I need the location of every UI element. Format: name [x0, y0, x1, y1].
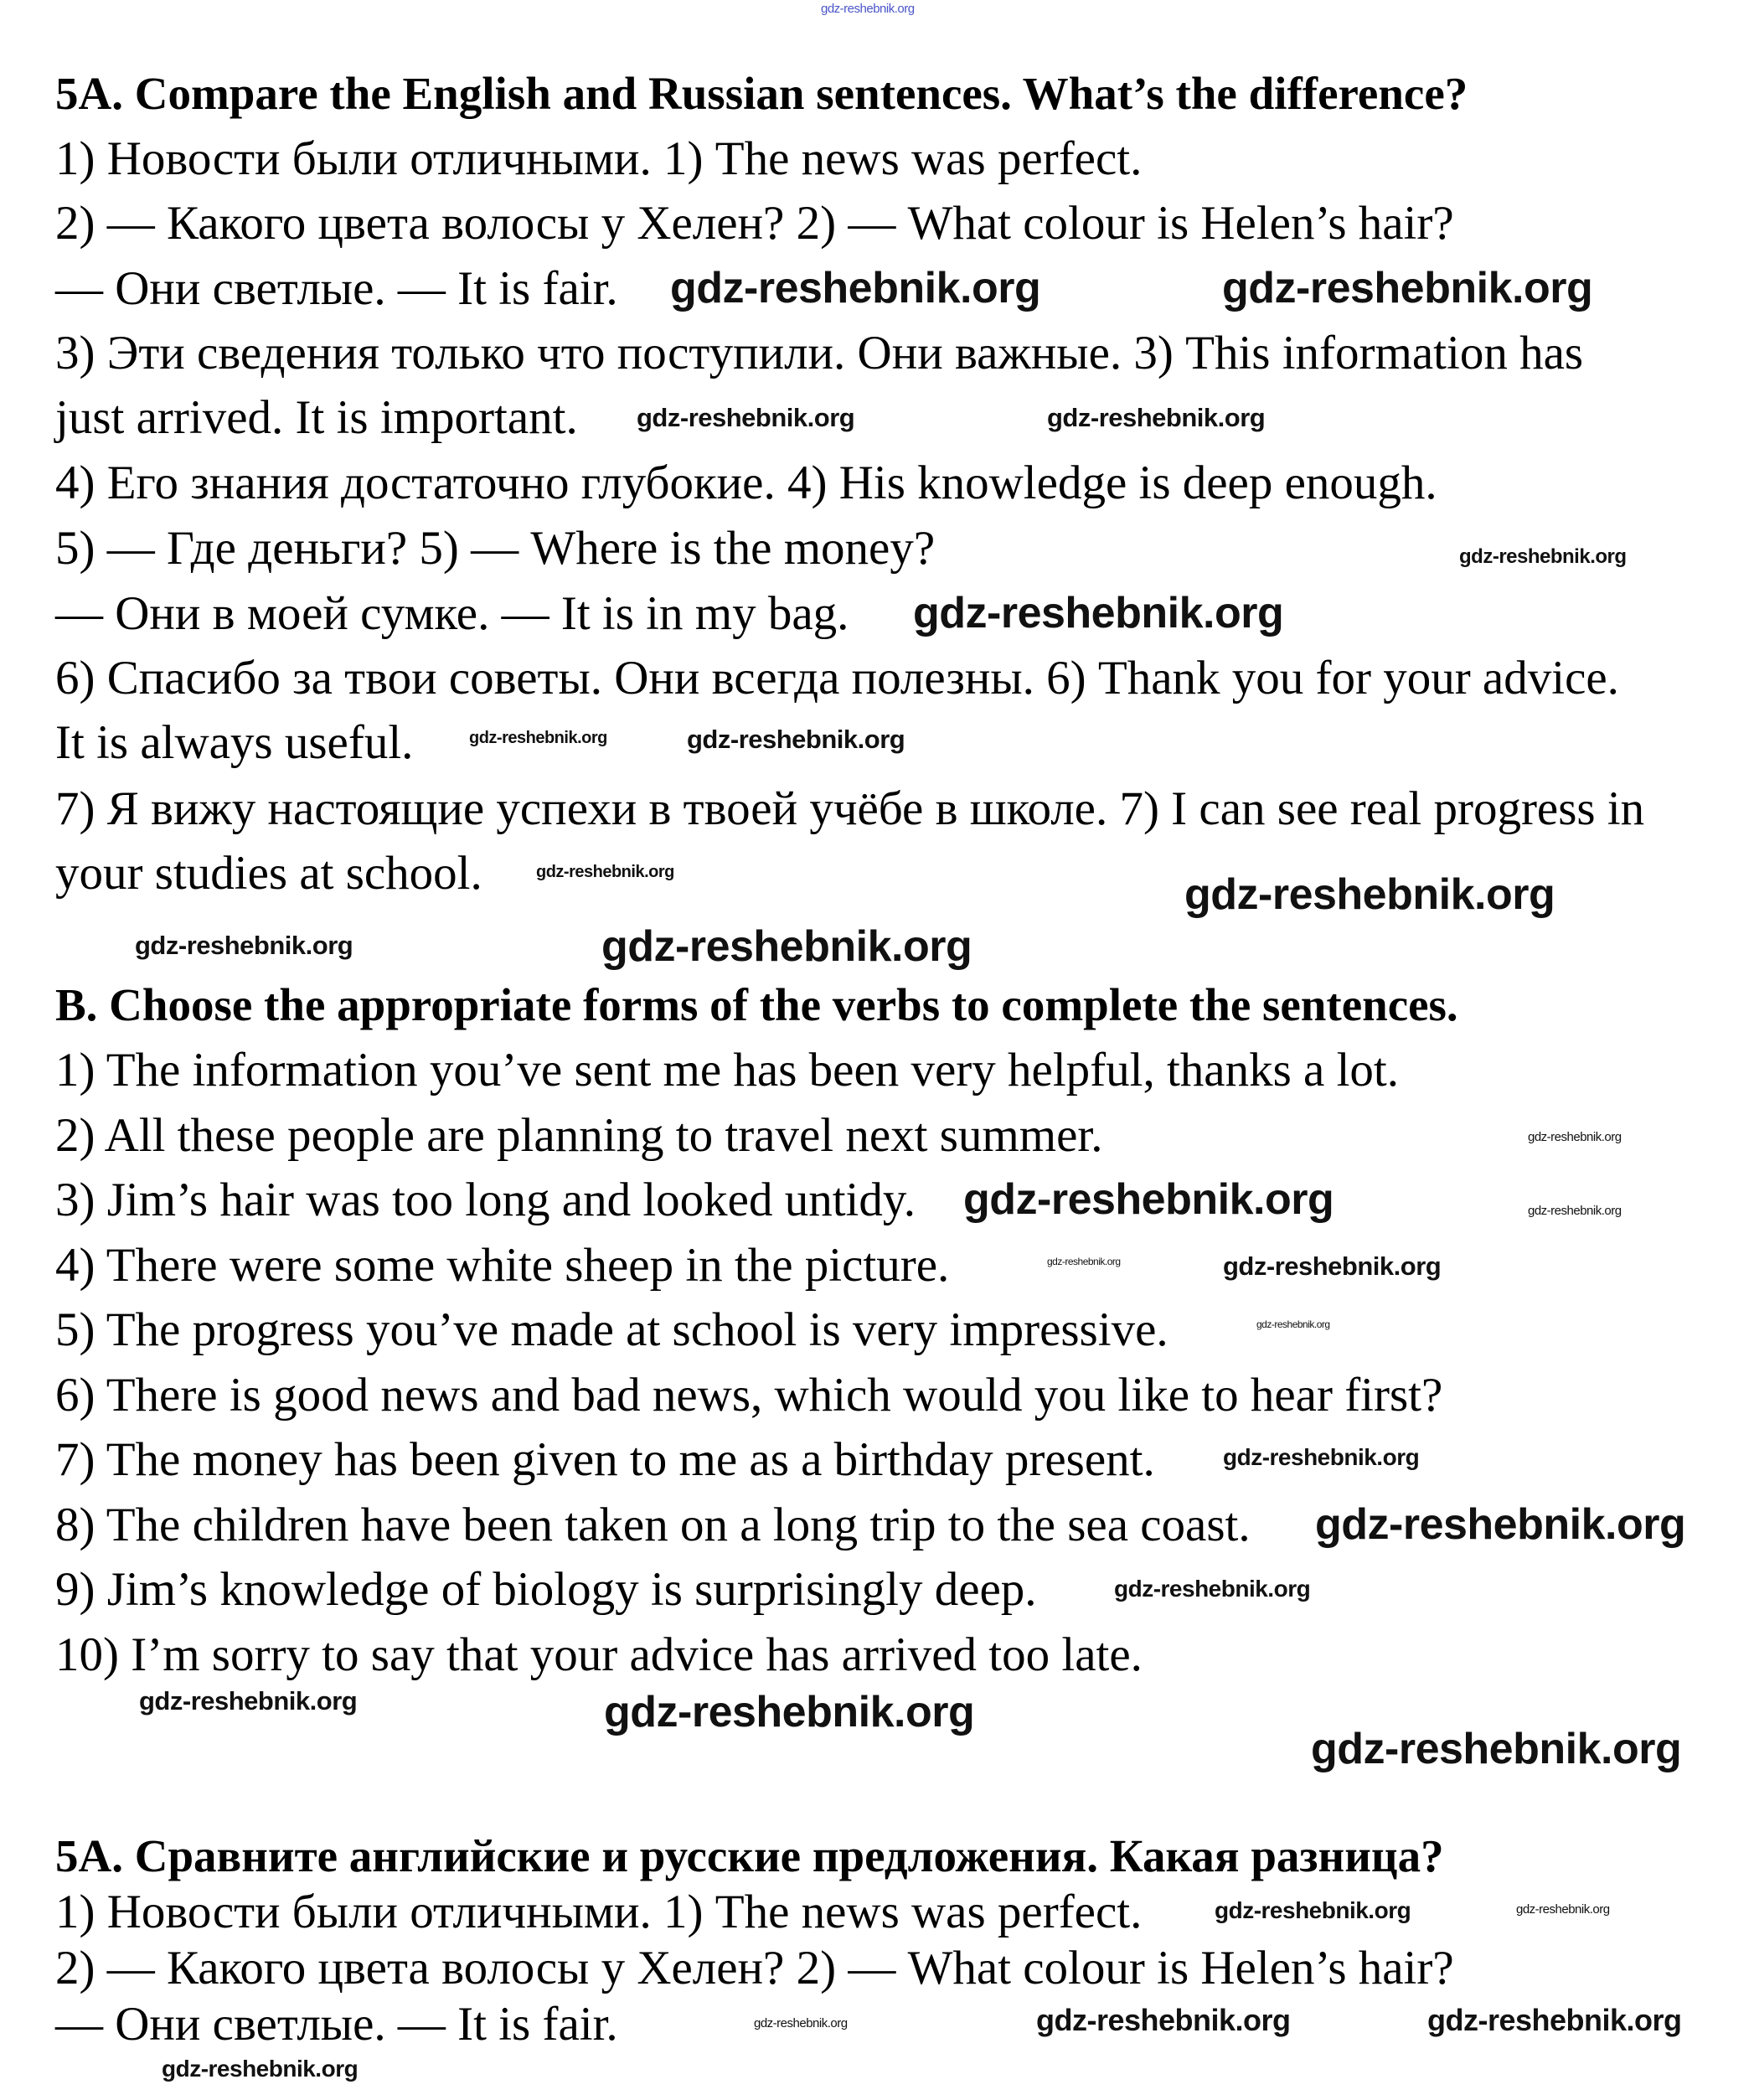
watermark: gdz-reshebnik.org	[1047, 1256, 1121, 1267]
watermark: gdz-reshebnik.org	[963, 1175, 1334, 1224]
watermark: gdz-reshebnik.org	[1528, 1130, 1622, 1144]
watermark: gdz-reshebnik.org	[1036, 2003, 1291, 2037]
answer-line: 8) The children have been taken on a long trip to the sea coast.	[55, 1499, 1251, 1551]
watermark: gdz-reshebnik.org	[1315, 1500, 1686, 1549]
watermark: gdz-reshebnik.org	[821, 2, 915, 16]
watermark: gdz-reshebnik.org	[1256, 1318, 1330, 1330]
watermark: gdz-reshebnik.org	[1047, 403, 1266, 432]
watermark: gdz-reshebnik.org	[601, 922, 972, 971]
watermark: gdz-reshebnik.org	[670, 264, 1041, 312]
section-russian-heading: 5A. Сравните английские и русские предложения. Какая разница?	[55, 1830, 1444, 1881]
watermark: gdz-reshebnik.org	[1311, 1725, 1682, 1773]
watermark: gdz-reshebnik.org	[1516, 1902, 1610, 1917]
sentence-line: your studies at school.	[55, 847, 482, 900]
watermark: gdz-reshebnik.org	[687, 725, 905, 754]
section-b-heading: B. Choose the appropriate forms of the verbs to complete the sentences.	[55, 979, 1458, 1030]
watermark: gdz-reshebnik.org	[754, 2016, 848, 2030]
watermark: gdz-reshebnik.org	[637, 403, 855, 432]
sentence-line: 2) — Какого цвета волосы у Хелен? 2) — What colour is Helen’s hair?	[55, 1942, 1454, 1994]
sentence-line: 6) Спасибо за твои советы. Они всегда полезны. 6) Thank you for your advice.	[55, 652, 1619, 704]
sentence-line: 1) Новости были отличными. 1) The news was perfect.	[55, 132, 1143, 185]
sentence-line: — Они светлые. — It is fair.	[55, 262, 618, 315]
sentence-line: 7) Я вижу настоящие успехи в твоей учёбе в школе. 7) I can see real progress in	[55, 782, 1645, 835]
answer-line: 4) There were some white sheep in the picture.	[55, 1239, 950, 1292]
answer-line: 9) Jim’s knowledge of biology is surprisingly deep.	[55, 1563, 1037, 1616]
sentence-line: It is always useful.	[55, 716, 414, 769]
watermark: gdz-reshebnik.org	[1427, 2003, 1682, 2037]
watermark: gdz-reshebnik.org	[913, 589, 1284, 637]
sentence-line: 5) — Где деньги? 5) — Where is the money?	[55, 522, 936, 575]
watermark: gdz-reshebnik.org	[1184, 870, 1555, 919]
watermark: gdz-reshebnik.org	[139, 1686, 358, 1716]
answer-line: 5) The progress you’ve made at school is very impressive.	[55, 1303, 1168, 1356]
sentence-line: 3) Эти сведения только что поступили. Они важные. 3) This information has	[55, 327, 1584, 379]
section-a-heading: 5A. Compare the English and Russian sentences. What’s the difference?	[55, 68, 1468, 119]
sentence-line: 4) Его знания достаточно глубокие. 4) His knowledge is deep enough.	[55, 457, 1437, 509]
answer-line: 10) I’m sorry to say that your advice has arrived too late.	[55, 1628, 1143, 1681]
watermark: gdz-reshebnik.org	[1223, 1251, 1442, 1281]
answer-line: 3) Jim’s hair was too long and looked untidy.	[55, 1174, 916, 1226]
answer-line: 7) The money has been given to me as a birthday present.	[55, 1433, 1155, 1486]
answer-line: 6) There is good news and bad news, which would you like to hear first?	[55, 1369, 1443, 1421]
watermark: gdz-reshebnik.org	[1222, 264, 1593, 312]
watermark: gdz-reshebnik.org	[1114, 1576, 1311, 1602]
watermark: gdz-reshebnik.org	[469, 729, 607, 747]
sentence-line: — Они в моей сумке. — It is in my bag.	[55, 587, 849, 640]
sentence-line: 2) — Какого цвета волосы у Хелен? 2) — What colour is Helen’s hair?	[55, 197, 1454, 250]
watermark: gdz-reshebnik.org	[1528, 1204, 1622, 1218]
sentence-line: just arrived. It is important.	[55, 391, 578, 444]
sentence-line: 1) Новости были отличными. 1) The news was perfect.	[55, 1886, 1143, 1938]
watermark: gdz-reshebnik.org	[604, 1688, 975, 1736]
watermark: gdz-reshebnik.org	[1223, 1444, 1420, 1470]
watermark: gdz-reshebnik.org	[135, 931, 353, 960]
answer-line: 2) All these people are planning to travel next summer.	[55, 1109, 1103, 1162]
watermark: gdz-reshebnik.org	[162, 2056, 359, 2082]
watermark: gdz-reshebnik.org	[1215, 1897, 1411, 1923]
watermark: gdz-reshebnik.org	[1459, 545, 1627, 568]
watermark: gdz-reshebnik.org	[536, 863, 674, 881]
answer-line: 1) The information you’ve sent me has been very helpful, thanks a lot.	[55, 1044, 1400, 1096]
sentence-line: — Они светлые. — It is fair.	[55, 1998, 618, 2051]
